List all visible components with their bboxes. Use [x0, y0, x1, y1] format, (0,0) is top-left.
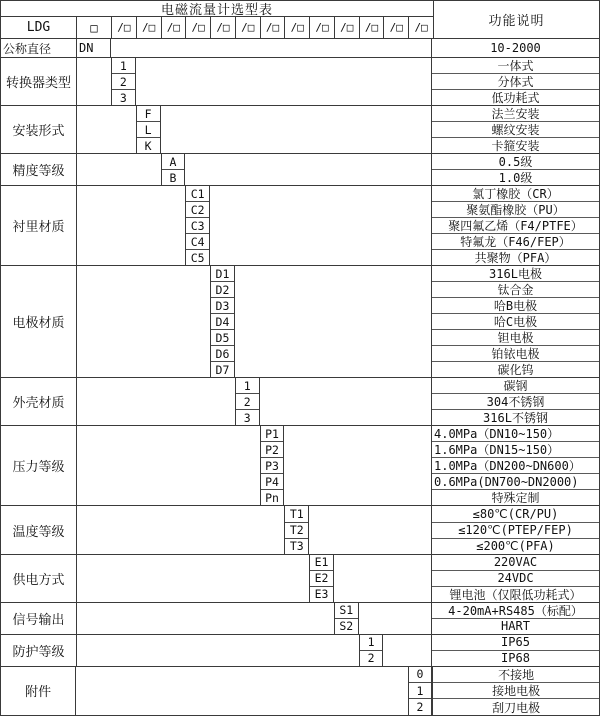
table-header: [1, 1, 599, 39]
selection-box-cell: /□: [210, 17, 235, 38]
group-filler-right: [260, 378, 431, 425]
group-filler-left: [77, 635, 359, 666]
option-desc-cell: 聚氨酯橡胶（PU）: [432, 202, 599, 218]
group-filler-right: [309, 506, 431, 553]
option-code-cell: C4: [186, 234, 209, 250]
option-desc-cell: 316L不锈钢: [483, 411, 548, 426]
group-label: 温度等级: [1, 506, 77, 553]
option-code-cell: P3: [261, 458, 284, 474]
option-desc-cell: 锂电池（仅限低功耗式）: [449, 587, 582, 602]
group-filler-right: [161, 106, 431, 153]
option-code-cell: C1: [186, 186, 209, 202]
group-label: 外壳材质: [1, 378, 77, 425]
group-block: [1, 58, 599, 106]
option-desc-cell: 钛合金: [432, 282, 599, 298]
option-desc-cell: 304不锈钢: [432, 394, 599, 410]
option-desc-cell: 碳化钨: [497, 363, 534, 378]
selection-box-cell: /□: [235, 17, 260, 38]
selection-box-cell: /□: [161, 17, 186, 38]
group-filler-right: [185, 154, 431, 185]
option-desc-column: [431, 154, 599, 185]
option-code-cell: D3: [211, 298, 234, 314]
group-filler-left: [77, 154, 161, 185]
option-desc-column: [432, 667, 599, 715]
group-label: 衬里材质: [1, 186, 77, 265]
option-desc-cell: 碳钢: [432, 378, 599, 394]
group-filler-left: [77, 603, 334, 634]
selection-box-cell: /□: [136, 17, 161, 38]
option-code-cell: S1: [335, 603, 358, 619]
option-desc-cell: 一体式: [432, 58, 599, 74]
option-code-cell: P4: [261, 474, 284, 490]
option-desc-cell: 卡箍安装: [491, 139, 540, 154]
group-filler-right: [359, 603, 431, 634]
option-code-cell: D6: [211, 346, 234, 362]
option-code-cell: T3: [289, 539, 304, 554]
group-label: 防护等级: [1, 635, 77, 666]
option-code-column: [210, 266, 235, 377]
group-filler-left: [77, 106, 136, 153]
option-code-cell: 0: [409, 667, 432, 683]
group-filler-right: [284, 426, 431, 505]
option-code-cell: D4: [211, 314, 234, 330]
option-desc-cell: ≤120℃(PTEP/FEP): [432, 523, 599, 539]
group-block: [1, 154, 599, 186]
option-code-column: [136, 106, 161, 153]
option-desc-cell: 低功耗式: [491, 91, 540, 106]
option-code-cell: 2: [112, 74, 135, 90]
option-desc-cell: 24VDC: [432, 571, 599, 587]
option-code-column: [161, 154, 186, 185]
option-desc-cell: 刮刀电极: [492, 700, 541, 715]
option-code-cell: D1: [211, 266, 234, 282]
group-filler-left: [77, 506, 284, 553]
option-code-cell: S2: [339, 619, 354, 634]
group-filler-left: [77, 266, 210, 377]
option-code-cell: 1: [409, 683, 432, 699]
group-filler-left: [77, 186, 185, 265]
group-filler-left: [77, 58, 111, 105]
selection-box-cell: /□: [334, 17, 359, 38]
option-desc-cell: 不接地: [433, 667, 599, 683]
dn-row-label: 公称直径: [1, 39, 77, 57]
option-desc-cell: HART: [501, 619, 530, 634]
option-desc-cell: 法兰安装: [432, 106, 599, 122]
selection-box-cell: /□: [284, 17, 309, 38]
option-code-cell: C5: [190, 250, 205, 265]
option-desc-cell: 接地电极: [433, 683, 599, 699]
option-desc-cell: 哈B电极: [432, 298, 599, 314]
option-code-cell: 3: [119, 90, 127, 105]
option-code-cell: T1: [285, 506, 308, 522]
option-code-column: [408, 667, 433, 715]
group-block: [1, 667, 599, 715]
group-label: 供电方式: [1, 555, 77, 602]
header-left: [1, 1, 433, 38]
option-desc-cell: 共聚物（PFA）: [474, 251, 557, 266]
option-code-cell: K: [144, 138, 152, 153]
group-filler-left: [77, 555, 309, 602]
selection-box-cell: /□: [111, 17, 136, 38]
option-code-cell: 2: [236, 394, 259, 410]
option-desc-column: [431, 106, 599, 153]
option-desc-cell: IP65: [432, 635, 599, 651]
nominal-diameter-row: [1, 39, 599, 58]
option-groups: [1, 58, 599, 715]
selection-box-cell: /□: [383, 17, 408, 38]
option-code-cell: D7: [215, 362, 230, 377]
option-code-cell: C2: [186, 202, 209, 218]
option-code-cell: 1: [112, 58, 135, 74]
option-desc-column: [431, 266, 599, 377]
selection-box-cell: /□: [408, 17, 433, 38]
option-desc-cell: 4.0MPa（DN10~150）: [432, 426, 599, 442]
option-code-cell: L: [137, 122, 160, 138]
selection-box-cell: /□: [309, 17, 334, 38]
option-desc-cell: 特殊定制: [491, 491, 540, 506]
option-desc-column: [431, 603, 599, 634]
group-label: 电极材质: [1, 266, 77, 377]
option-desc-cell: 螺纹安装: [432, 122, 599, 138]
group-filler-right: [136, 58, 431, 105]
group-label: 附件: [1, 667, 76, 715]
option-desc-cell: 0.6MPa(DN700~DN2000): [432, 474, 599, 490]
group-filler-left: [77, 426, 260, 505]
group-block: [1, 635, 599, 667]
group-block: [1, 555, 599, 603]
option-code-cell: D2: [211, 282, 234, 298]
group-block: [1, 378, 599, 426]
option-desc-cell: 220VAC: [432, 555, 599, 571]
option-code-cell: P1: [261, 426, 284, 442]
option-desc-column: [431, 186, 599, 265]
option-code-cell: A: [162, 154, 185, 170]
option-desc-cell: 哈C电极: [432, 314, 599, 330]
option-code-cell: T2: [285, 523, 308, 539]
selection-box-cell: /□: [260, 17, 285, 38]
option-desc-cell: 316L电极: [432, 266, 599, 282]
selection-box-cell: □: [90, 20, 98, 35]
option-code-column: [359, 635, 384, 666]
page-title: 电磁流量计选型表: [1, 1, 433, 17]
option-desc-cell: 钽电极: [432, 330, 599, 346]
group-filler-right: [210, 186, 431, 265]
group-label: 安装形式: [1, 106, 77, 153]
selection-box-cell: /□: [185, 17, 210, 38]
option-desc-cell: 0.5级: [432, 154, 599, 170]
option-code-cell: C3: [186, 218, 209, 234]
option-desc-cell: 1.0MPa（DN200~DN600）: [432, 458, 599, 474]
option-code-cell: 1: [360, 635, 383, 651]
option-desc-column: [431, 635, 599, 666]
group-block: [1, 603, 599, 635]
option-code-cell: E1: [310, 555, 333, 571]
option-desc-cell: 4-20mA+RS485（标配）: [432, 603, 599, 619]
option-code-cell: E2: [310, 571, 333, 587]
dn-filler: [111, 39, 431, 57]
option-desc-cell: 铂铱电极: [432, 346, 599, 362]
group-block: [1, 506, 599, 554]
group-block: [1, 426, 599, 506]
option-desc-column: [431, 378, 599, 425]
option-code-column: [284, 506, 309, 553]
group-block: [1, 106, 599, 154]
group-filler-right: [383, 635, 431, 666]
group-filler-left: [76, 667, 407, 715]
dn-code-cell: DN: [77, 39, 111, 57]
group-label: 压力等级: [1, 426, 77, 505]
option-desc-column: [431, 426, 599, 505]
option-desc-column: [431, 58, 599, 105]
group-label: 转换器类型: [1, 58, 77, 105]
option-code-cell: Pn: [265, 490, 279, 505]
selection-box-cell: /□: [359, 17, 384, 38]
option-code-cell: 3: [243, 410, 251, 425]
group-label: 精度等级: [1, 154, 77, 185]
option-code-cell: B: [169, 170, 177, 185]
option-code-cell: F: [137, 106, 160, 122]
option-desc-cell: 分体式: [432, 74, 599, 90]
option-desc-cell: 氯丁橡胶（CR）: [432, 186, 599, 202]
option-code-column: [334, 603, 359, 634]
group-label: 信号输出: [1, 603, 77, 634]
option-desc-cell: ≤80℃(CR/PU): [432, 506, 599, 522]
option-desc-cell: 1.0级: [498, 171, 533, 186]
option-desc-column: [431, 506, 599, 553]
group-block: [1, 266, 599, 378]
group-filler-left: [77, 378, 235, 425]
dn-range-value: 10-2000: [431, 39, 599, 57]
option-code-cell: D5: [211, 330, 234, 346]
option-code-column: [309, 555, 334, 602]
option-code-cell: 2: [416, 700, 424, 714]
option-code-cell: 2: [367, 651, 375, 666]
option-code-column: [260, 426, 285, 505]
option-desc-cell: ≤200℃(PFA): [476, 539, 555, 554]
model-prefix: LDG: [1, 17, 77, 38]
option-desc-cell: IP68: [501, 651, 530, 666]
group-filler-right: [235, 266, 431, 377]
option-code-cell: P2: [261, 442, 284, 458]
option-desc-cell: 聚四氟乙烯（F4/PTFE）: [432, 218, 599, 234]
model-code-row: [1, 17, 433, 38]
option-code-column: [235, 378, 260, 425]
function-description-header: 功能说明: [433, 1, 599, 38]
option-code-column: [111, 58, 136, 105]
option-code-cell: 1: [236, 378, 259, 394]
option-desc-column: [431, 555, 599, 602]
option-code-column: [185, 186, 210, 265]
option-code-cell: E3: [314, 587, 329, 602]
group-filler-right: [334, 555, 431, 602]
option-desc-cell: 特氟龙（F46/FEP）: [432, 234, 599, 250]
option-desc-cell: 1.6MPa（DN15~150）: [432, 442, 599, 458]
group-block: [1, 186, 599, 266]
